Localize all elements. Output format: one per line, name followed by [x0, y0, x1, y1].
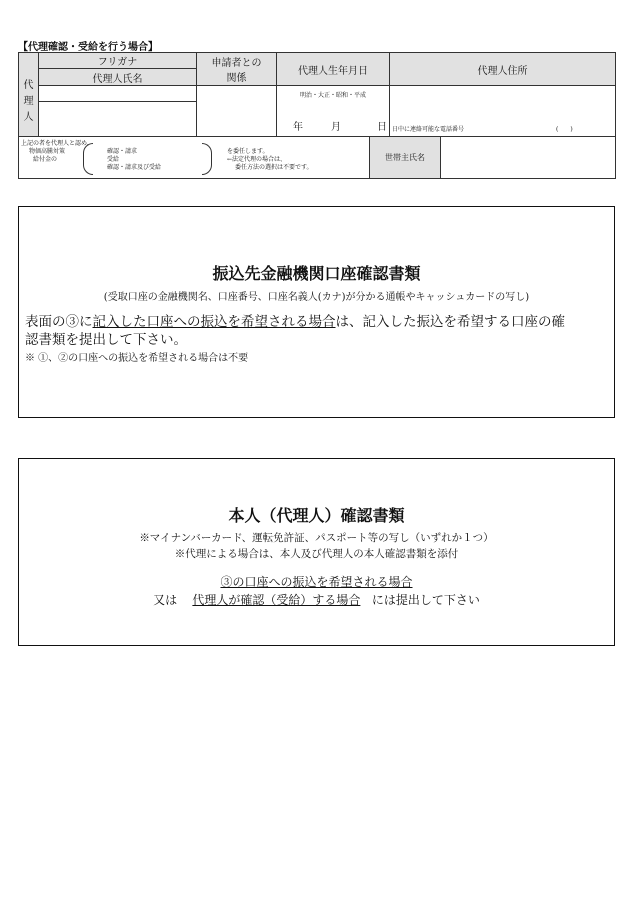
entrust-text: を委任します。 [227, 148, 269, 155]
section-title: 【代理確認・受給を行う場合】 [18, 42, 158, 53]
target-a: 物価高騰対策 [29, 148, 66, 155]
instruction-post: は、記入した振込を希望する口座の確 [335, 314, 565, 330]
condition-tail: には提出して下さい [371, 593, 480, 607]
identity-doc-condition1 [19, 573, 614, 590]
delegation-line1: 上記の者を代理人と認め、 [21, 140, 93, 147]
target-b: 給付金の [33, 156, 58, 163]
furigana-field[interactable] [39, 86, 197, 102]
instruction-line2: 認書類を提出して下さい。 [25, 332, 187, 348]
year-label: 年 [293, 122, 303, 133]
identity-doc-line2: ※代理による場合は、本人及び代理人の本人確認書類を添付 [174, 548, 459, 560]
proxy-side-label [19, 53, 39, 137]
identity-doc-title: 本人（代理人）確認書類 [228, 506, 405, 525]
right-brace [202, 143, 212, 175]
delegation-cell [19, 137, 425, 179]
side-char-3: 人 [23, 111, 34, 123]
condition1-text: ③の口座への振込を希望される場合 [220, 575, 413, 589]
day-label: 日 [377, 122, 387, 133]
condition2-text: 代理人が確認（受給）する場合 [192, 593, 361, 607]
option-receive[interactable]: 受給 [107, 156, 120, 163]
legal-proxy-note2: 委任方法の選択は不要です。 [235, 164, 313, 171]
address-header: 代理人住所 [390, 53, 616, 86]
birth-header: 代理人生年月日 [277, 53, 390, 86]
left-brace [83, 143, 93, 175]
household-head-label: 世帯主氏名 [369, 137, 441, 178]
bank-doc-instruction [19, 313, 614, 349]
identity-doc-line1: ※マイナンバーカード、運転免許証、パスポート等の写し（いずれか１つ） [139, 532, 494, 544]
proxy-name-field[interactable] [39, 102, 197, 137]
proxy-form-table [18, 52, 616, 179]
or-label: 又は [153, 593, 178, 607]
option-confirm-claim-receive[interactable]: 確認・請求及び受給 [107, 164, 162, 171]
era-options: 明治・大正・昭和・平成 [299, 92, 366, 99]
legal-proxy-note1: ←法定代理の場合は、 [227, 156, 287, 163]
bank-doc-subtitle: (受取口座の金融機関名、口座番号、口座名義人(カナ)が分かる通帳やキャッシュカードの写し) [103, 292, 530, 303]
bank-doc-title: 振込先金融機関口座確認書類 [212, 264, 421, 283]
side-char-1: 代 [23, 79, 34, 91]
option-confirm-claim[interactable]: 確認・請求 [107, 148, 138, 155]
month-label: 月 [331, 122, 341, 133]
relation-header-line2: 関係 [226, 73, 247, 84]
phone-paren: ( ) [556, 126, 573, 133]
identity-doc-condition2 [19, 591, 614, 608]
bank-account-doc-box [18, 206, 615, 418]
relation-header [197, 53, 277, 86]
birth-field[interactable] [277, 86, 390, 137]
relation-field[interactable] [197, 86, 277, 137]
relation-header-line1: 申請者との [211, 58, 262, 69]
furigana-header: フリガナ [39, 53, 197, 69]
phone-label: 日中に連絡可能な電話番号 [392, 126, 465, 133]
address-field[interactable] [390, 86, 616, 137]
bank-doc-note: ※ ①、②の口座への振込を希望される場合は不要 [25, 353, 249, 364]
side-char-2: 理 [23, 95, 34, 107]
name-header: 代理人氏名 [39, 69, 197, 86]
instruction-underlined: 記入した口座への振込を希望される場合 [92, 314, 336, 330]
identity-doc-box [18, 458, 615, 646]
instruction-pre: 表面の③に [25, 314, 93, 330]
